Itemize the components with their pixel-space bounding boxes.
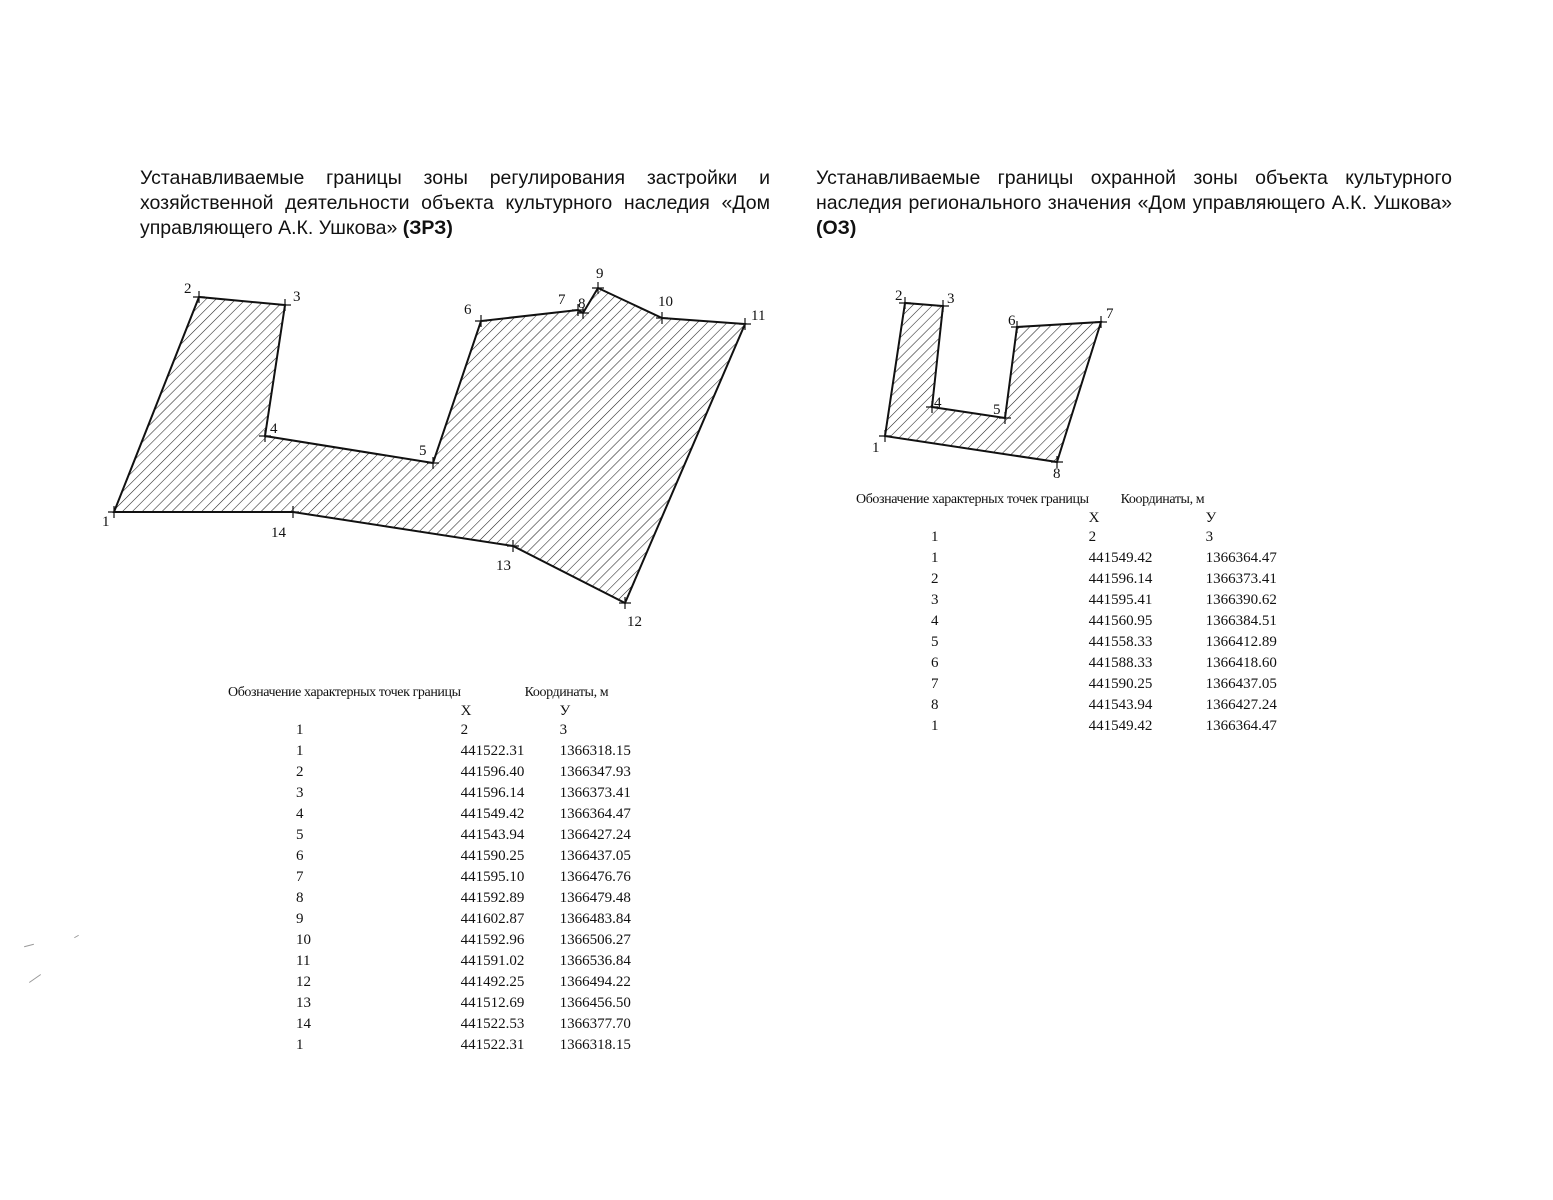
oz-heading-text: Устанавливаемые границы охранной зоны объекта культурного наследия регионального значения «Дом управляющего А.К. Ушкова» [816, 167, 1452, 214]
point-number: 8 [296, 890, 304, 906]
zrz-heading-abbr: (ЗРЗ) [402, 217, 453, 239]
oz-boundary-polygon [885, 303, 1101, 462]
zrz-vertex-label: 3 [293, 289, 301, 305]
coord-x: 441595.10 [460, 869, 525, 885]
oz-vertex-label: 7 [1106, 306, 1114, 322]
oz-heading-abbr: (ОЗ) [816, 217, 857, 239]
point-number: 4 [296, 806, 304, 822]
zrz-vertex-label: 14 [271, 525, 286, 541]
table-row [856, 716, 1346, 737]
point-number: 3 [931, 592, 939, 608]
coord-x: 441549.42 [1088, 550, 1153, 566]
zrz-colnum-3: 3 [559, 722, 568, 738]
oz-vertex-label: 2 [895, 288, 903, 304]
oz-axis-x: X [1088, 510, 1100, 526]
zrz-vertex-label: 13 [496, 558, 511, 574]
zrz-axis-x: X [460, 703, 472, 719]
coord-y: 1366456.50 [559, 995, 631, 1011]
table-row [856, 653, 1346, 674]
zrz-vertex-label: 7 [558, 292, 566, 308]
point-number: 1 [296, 743, 304, 759]
coord-x: 441543.94 [460, 827, 525, 843]
coord-y: 1366384.51 [1205, 613, 1277, 629]
table-row [228, 1014, 710, 1035]
coord-y: 1366494.22 [559, 974, 631, 990]
table-row [228, 867, 710, 888]
coord-x: 441595.41 [1088, 592, 1153, 608]
coord-y: 1366347.93 [559, 764, 631, 780]
zrz-colnum-1: 1 [296, 722, 304, 738]
coord-x: 441596.14 [460, 785, 525, 801]
point-number: 8 [931, 697, 939, 713]
coord-x: 441592.89 [460, 890, 525, 906]
coord-x: 441560.95 [1088, 613, 1153, 629]
coord-y: 1366364.47 [559, 806, 631, 822]
coord-y: 1366536.84 [559, 953, 631, 969]
point-number: 10 [296, 932, 311, 948]
zrz-vertex-label: 8 [578, 296, 586, 312]
coord-x: 441596.14 [1088, 571, 1153, 587]
zrz-vertex-label: 4 [270, 421, 278, 437]
table-row [228, 972, 710, 993]
coord-x: 441522.31 [460, 1037, 525, 1053]
oz-coordinates-table [856, 491, 1346, 737]
coord-x: 441602.87 [460, 911, 525, 927]
point-number: 6 [931, 655, 939, 671]
zrz-vertex-label: 6 [464, 302, 472, 318]
table-row [228, 909, 710, 930]
oz-boundary-plan [872, 288, 1114, 482]
point-number: 7 [931, 676, 939, 692]
point-number: 2 [296, 764, 304, 780]
table-row [856, 611, 1346, 632]
zrz-colnum-2: 2 [460, 722, 469, 738]
point-number: 5 [296, 827, 304, 843]
point-number: 1 [931, 550, 939, 566]
table-row [856, 695, 1346, 716]
table-row [228, 951, 710, 972]
table-row [856, 569, 1346, 590]
coord-y: 1366364.47 [1205, 550, 1277, 566]
coord-y: 1366476.76 [559, 869, 631, 885]
oz-vertex-label: 4 [934, 395, 942, 411]
table-row [228, 783, 710, 804]
coord-y: 1366390.62 [1205, 592, 1277, 608]
table-row [228, 825, 710, 846]
zrz-boundary-plan [102, 266, 765, 630]
point-number: 4 [931, 613, 939, 629]
coord-x: 441591.02 [460, 953, 525, 969]
coord-y: 1366377.70 [559, 1016, 631, 1032]
oz-colnum-1: 1 [931, 529, 939, 545]
point-number: 9 [296, 911, 304, 927]
zrz-vertex-label: 11 [751, 308, 766, 324]
point-number: 3 [296, 785, 304, 801]
coord-y: 1366318.15 [559, 1037, 631, 1053]
zrz-col-points-header: Обозначение характерных точек границы [228, 685, 461, 700]
coord-y: 1366364.47 [1205, 718, 1277, 734]
oz-vertex-label: 5 [993, 402, 1001, 418]
table-row [228, 741, 710, 762]
point-number: 6 [296, 848, 304, 864]
coord-y: 1366418.60 [1205, 655, 1277, 671]
zrz-vertex-label: 5 [419, 443, 427, 459]
coord-y: 1366506.27 [559, 932, 631, 948]
oz-vertex-label: 6 [1008, 313, 1016, 329]
zrz-vertex-label: 1 [102, 514, 110, 530]
table-row [228, 993, 710, 1014]
point-number: 1 [296, 1037, 304, 1053]
coord-x: 441590.25 [1088, 676, 1153, 692]
coord-y: 1366479.48 [559, 890, 631, 906]
zrz-vertex-label: 10 [658, 294, 673, 310]
coord-x: 441549.42 [460, 806, 525, 822]
table-row [856, 632, 1346, 653]
coord-y: 1366427.24 [1205, 697, 1277, 713]
point-number: 12 [296, 974, 311, 990]
table-row [856, 674, 1346, 695]
coord-x: 441522.31 [460, 743, 525, 759]
zrz-vertex-label: 2 [184, 281, 192, 297]
oz-axis-y: У [1205, 510, 1217, 526]
coord-x: 441522.53 [460, 1016, 525, 1032]
coord-y: 1366373.41 [559, 785, 631, 801]
table-row [856, 590, 1346, 611]
coord-x: 441492.25 [460, 974, 525, 990]
coord-x: 441592.96 [460, 932, 525, 948]
point-number: 13 [296, 995, 311, 1011]
coord-x: 441543.94 [1088, 697, 1153, 713]
zrz-coordinates-table [228, 684, 710, 1056]
coord-x: 441512.69 [460, 995, 525, 1011]
table-row [228, 846, 710, 867]
zrz-col-coords-header: Координаты, м [524, 685, 609, 700]
table-row [228, 930, 710, 951]
oz-col-coords-header: Координаты, м [1120, 492, 1205, 507]
zrz-vertex-label: 9 [596, 266, 604, 282]
oz-vertex-label: 1 [872, 440, 880, 456]
oz-colnum-3: 3 [1205, 529, 1214, 545]
table-row [856, 548, 1346, 569]
coord-x: 441558.33 [1088, 634, 1153, 650]
table-row [228, 762, 710, 783]
coord-y: 1366373.41 [1205, 571, 1277, 587]
coord-y: 1366437.05 [559, 848, 631, 864]
coord-x: 441588.33 [1088, 655, 1153, 671]
coord-x: 441590.25 [460, 848, 525, 864]
coord-y: 1366483.84 [559, 911, 631, 927]
coord-y: 1366437.05 [1205, 676, 1277, 692]
table-row [228, 1035, 710, 1056]
point-number: 7 [296, 869, 304, 885]
point-number: 2 [931, 571, 939, 587]
oz-colnum-2: 2 [1088, 529, 1097, 545]
oz-vertex-label: 3 [947, 291, 955, 307]
zrz-boundary-polygon [114, 288, 745, 603]
coord-y: 1366427.24 [559, 827, 631, 843]
table-row [228, 888, 710, 909]
point-number: 11 [296, 953, 311, 969]
oz-col-points-header: Обозначение характерных точек границы [856, 492, 1089, 507]
coord-y: 1366318.15 [559, 743, 631, 759]
zrz-vertex-label: 12 [627, 614, 642, 630]
coord-y: 1366412.89 [1205, 634, 1277, 650]
point-number: 1 [931, 718, 939, 734]
coord-x: 441596.40 [460, 764, 525, 780]
table-row [228, 804, 710, 825]
point-number: 14 [296, 1016, 311, 1032]
coord-x: 441549.42 [1088, 718, 1153, 734]
oz-vertex-label: 8 [1053, 466, 1061, 482]
point-number: 5 [931, 634, 939, 650]
zrz-axis-y: У [559, 703, 571, 719]
zrz-heading-text: Устанавливаемые границы зоны регулирования застройки и хозяйственной деятельности объекта культурного наследия «Дом управляющего А.К. Ушкова» [140, 167, 770, 239]
